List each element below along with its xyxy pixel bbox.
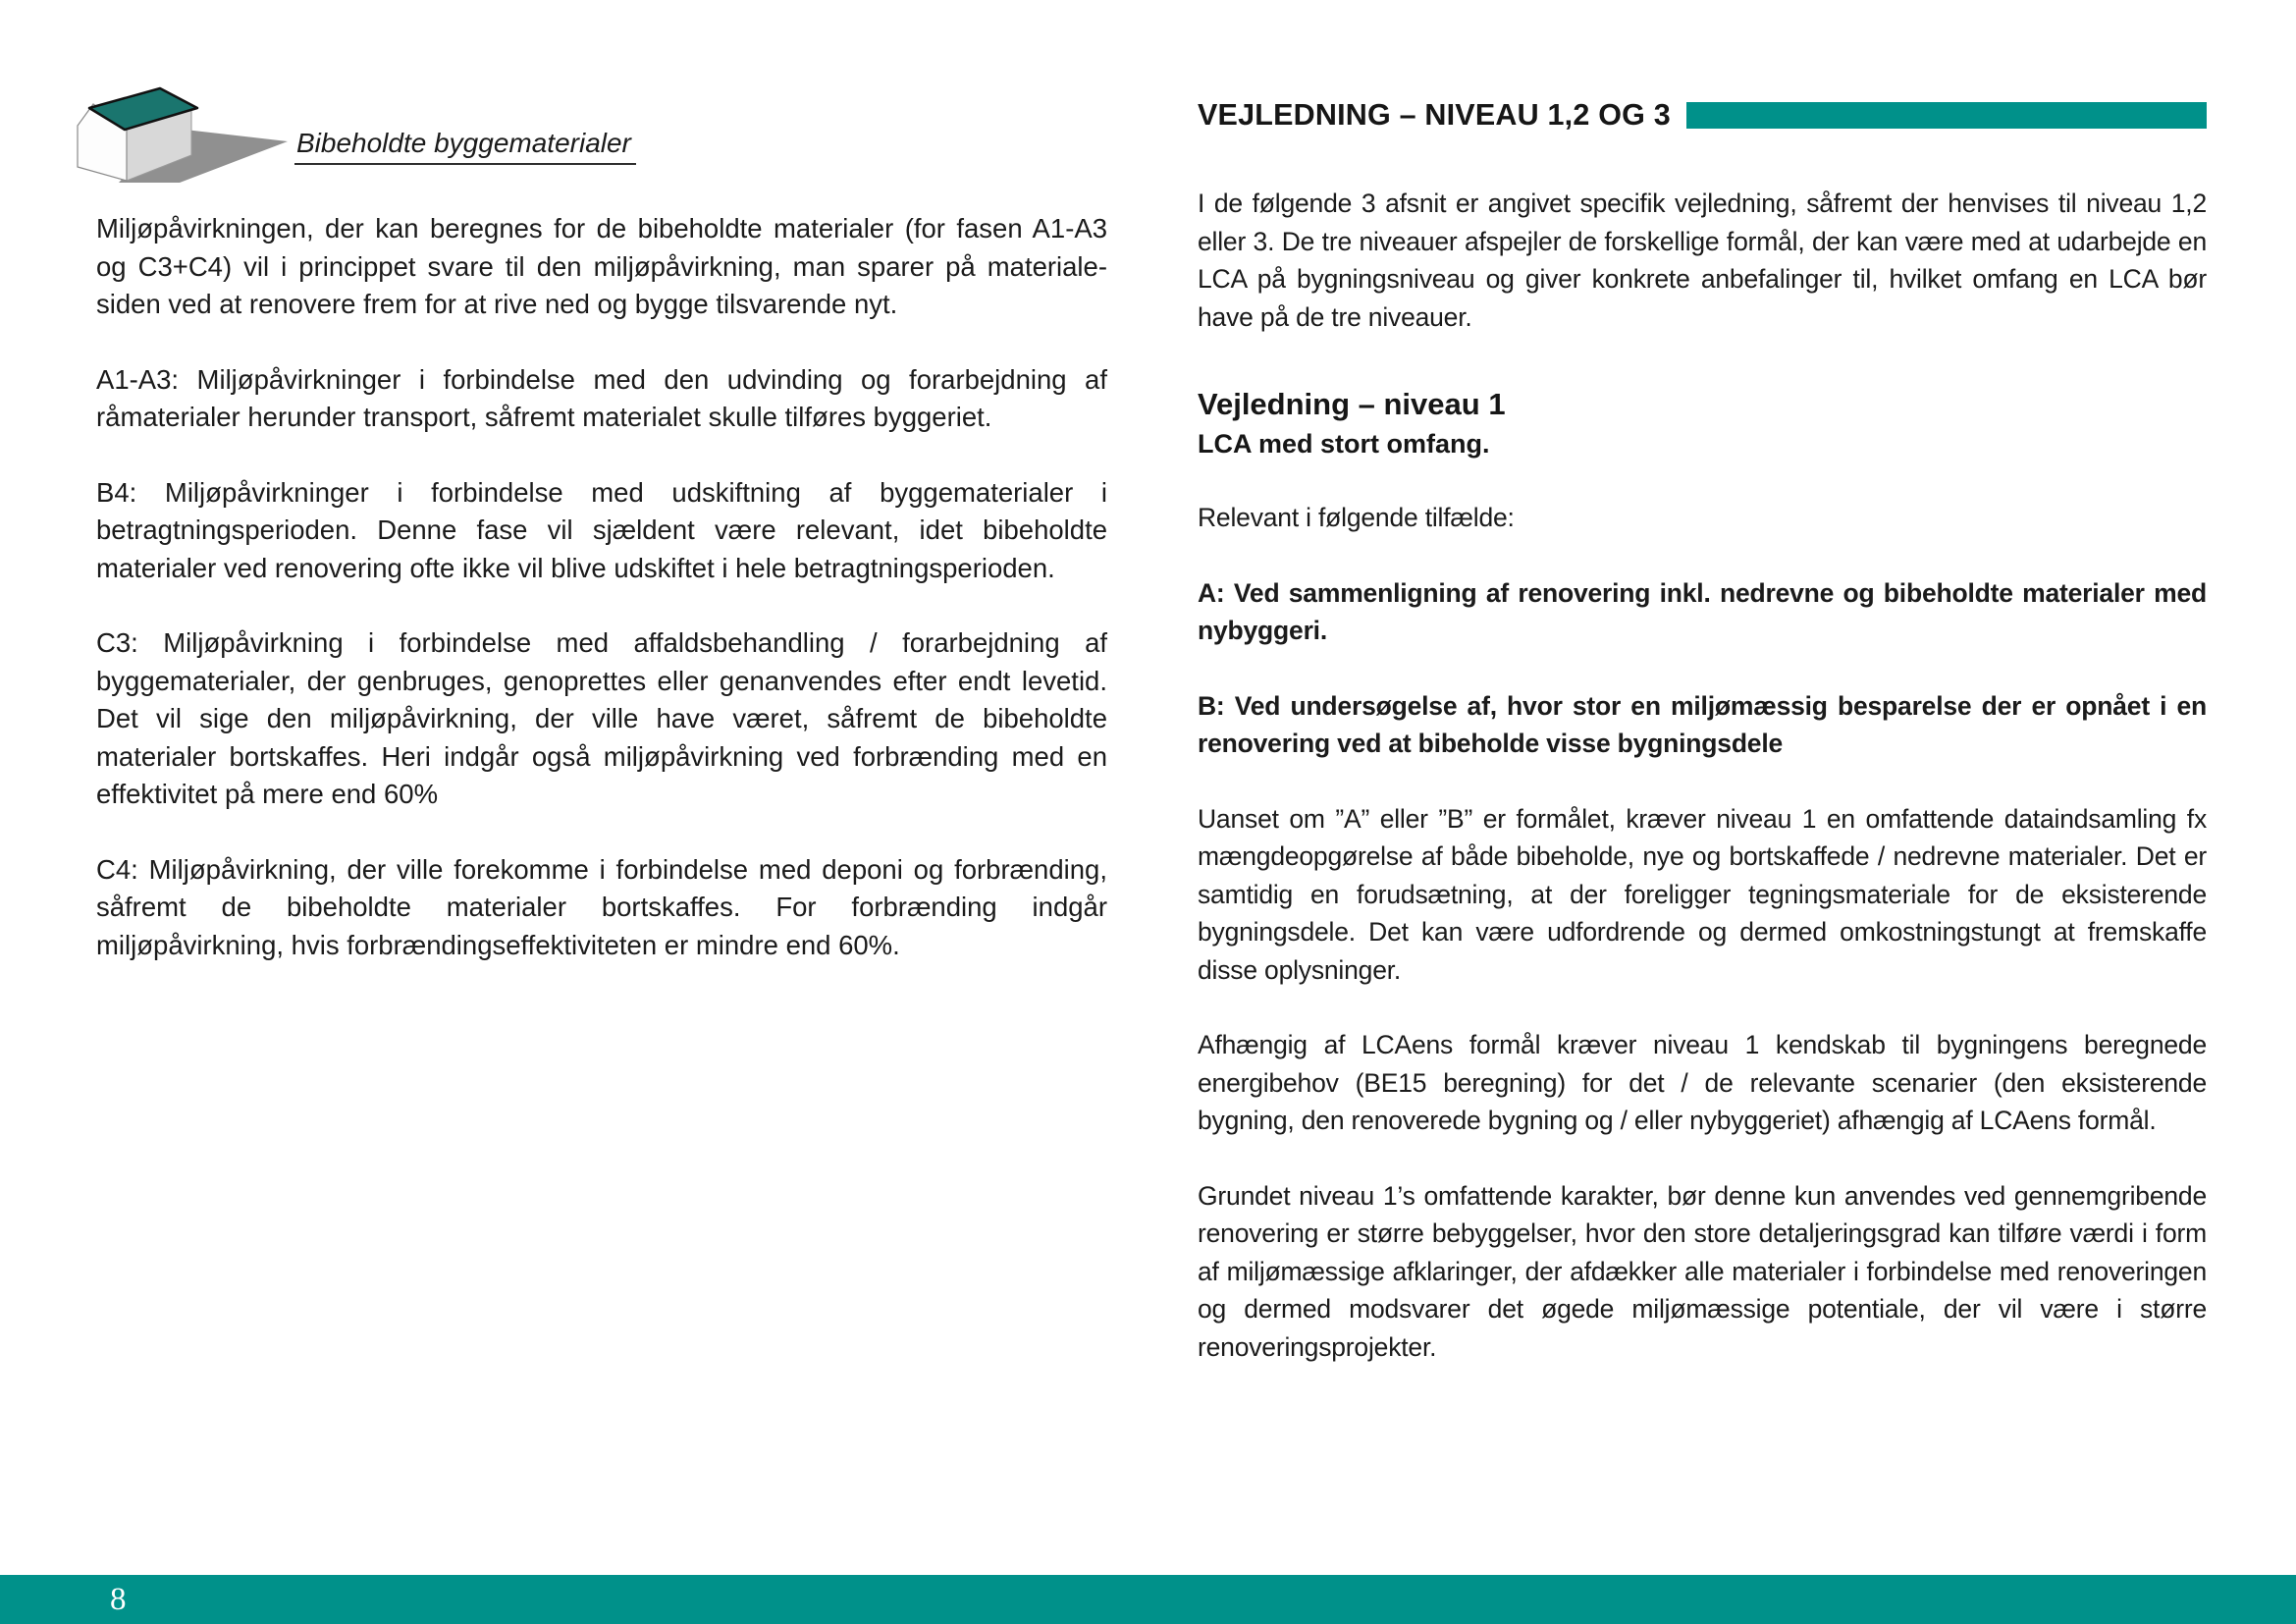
paragraph-afhaengig: Afhængig af LCAens formål kræver niveau 1 kendskab til bygningens beregnede energibehov (BE15 beregning) for det / de relevante scenarier (den eksisterende bygning, den renoverede bygning og / eller nybyggeriet) afhængig af LCAens formål.: [1198, 1030, 2207, 1135]
paragraph-intro-left: Miljøpåvirkningen, der kan beregnes for de bibeholdte materialer (for fasen A1-A3 og C3+C4) vil i princippet svare til den miljøpåvirkning, man sparer på materiale-siden ved at renovere frem for at rive ned og bygge tilsvarende nyt.: [96, 213, 1107, 319]
paragraph-a1-a3: A1-A3: Miljøpåvirkninger i forbindelse med den udvinding og forarbejdning af råmaterialer herunder transport, såfremt materialet skulle tilføres byggeriet.: [96, 363, 1107, 432]
left-column: [96, 210, 1107, 1001]
header-accent-bar: [1686, 102, 2207, 129]
footer-bar: [0, 1575, 2296, 1624]
paragraph-grundet: Grundet niveau 1’s omfattende karakter, bør denne kun anvendes ved gennemgribende renovering er større bebyggelser, hvor den store detaljeringsgrad kan tilføre værdi i form af miljømæssige afklaringer, der afdækker alle materialer i forbindelse med renoveringen og dermed modsvarer det øgede miljømæssige potentiale, der vil være i større renoveringsprojekter.: [1198, 1180, 2207, 1362]
right-column-header: [1198, 99, 2207, 132]
paragraph-c4: C4: Miljøpåvirkning, der ville forekomme i forbindelse med deponi og forbrænding, såfremt de bibeholdte materialer bortskaffes. For forbrænding indgår miljøpåvirkning, hvis forbrændingseffektiviteten er mindre end 60%.: [96, 853, 1107, 960]
house-3d-icon: [74, 65, 290, 197]
section-title-niveau-1: Vejledning – niveau 1: [1198, 387, 1506, 421]
paragraph-uanset: Uanset om ”A” eller ”B” er formålet, kræver niveau 1 en omfattende dataindsamling fx mængdeopgørelse af både bibeholde, nye og bortskaffede / nedrevne materialer. Det er samtidig en forudsætning, at der foreligger tegningsmateriale for de eksisterende bygningsdele. Det kan være udfordrende og dermed omkostningstungt at fremskaffe disse oplysninger.: [1198, 803, 2207, 985]
paragraph-intro-right: I de følgende 3 afsnit er angivet specifik vejledning, såfremt der henvises til niveau 1,2 eller 3. De tre niveauer afspejler de forskellige formål, der kan være med at udarbejde en LCA på bygningsniveau og giver konkrete anbefalinger til, hvilket omfang en LCA bør have på de tre niveauer.: [1198, 189, 2207, 332]
paragraph-case-b: B: Ved undersøgelse af, hvor stor en miljømæssig besparelse der er opnået i en renovering ved at bibeholde visse bygningsdele: [1198, 690, 2207, 758]
paragraph-c3: C3: Miljøpåvirkning i forbindelse med affaldsbehandling / forarbejdning af byggematerialer, der genbruges, genoprettes eller genanvendes efter endt levetid. Det vil sige den miljøpåvirkning, der ville have været, såfremt de bibeholdte materialer bortskaffes. Heri indgår også miljøpåvirkning ved forbrænding med en effektivitet på mere end 60%: [96, 627, 1107, 809]
page-number: 8: [110, 1582, 127, 1617]
section-label-bibeholdte-byggematerialer: Bibeholdte byggematerialer: [294, 128, 636, 165]
paragraph-lead: Relevant i følgende tilfælde:: [1198, 503, 1515, 532]
paragraph-b4: B4: Miljøpåvirkninger i forbindelse med udskiftning af byggematerialer i betragtningsperioden. Denne fase vil sjældent være relevant, idet bibeholdte materialer ved renovering ofte ikke vil blive udskiftet i hele betragtningsperioden.: [96, 476, 1107, 583]
section-subtitle-lca-omfang: LCA med stort omfang.: [1198, 429, 1490, 459]
paragraph-case-a: A: Ved sammenligning af renovering inkl. nedrevne og bibeholdte materialer med nybyggeri.: [1198, 577, 2207, 645]
page-title: VEJLEDNING – NIVEAU 1,2 OG 3: [1198, 98, 1671, 132]
right-column: [1198, 185, 2207, 1403]
